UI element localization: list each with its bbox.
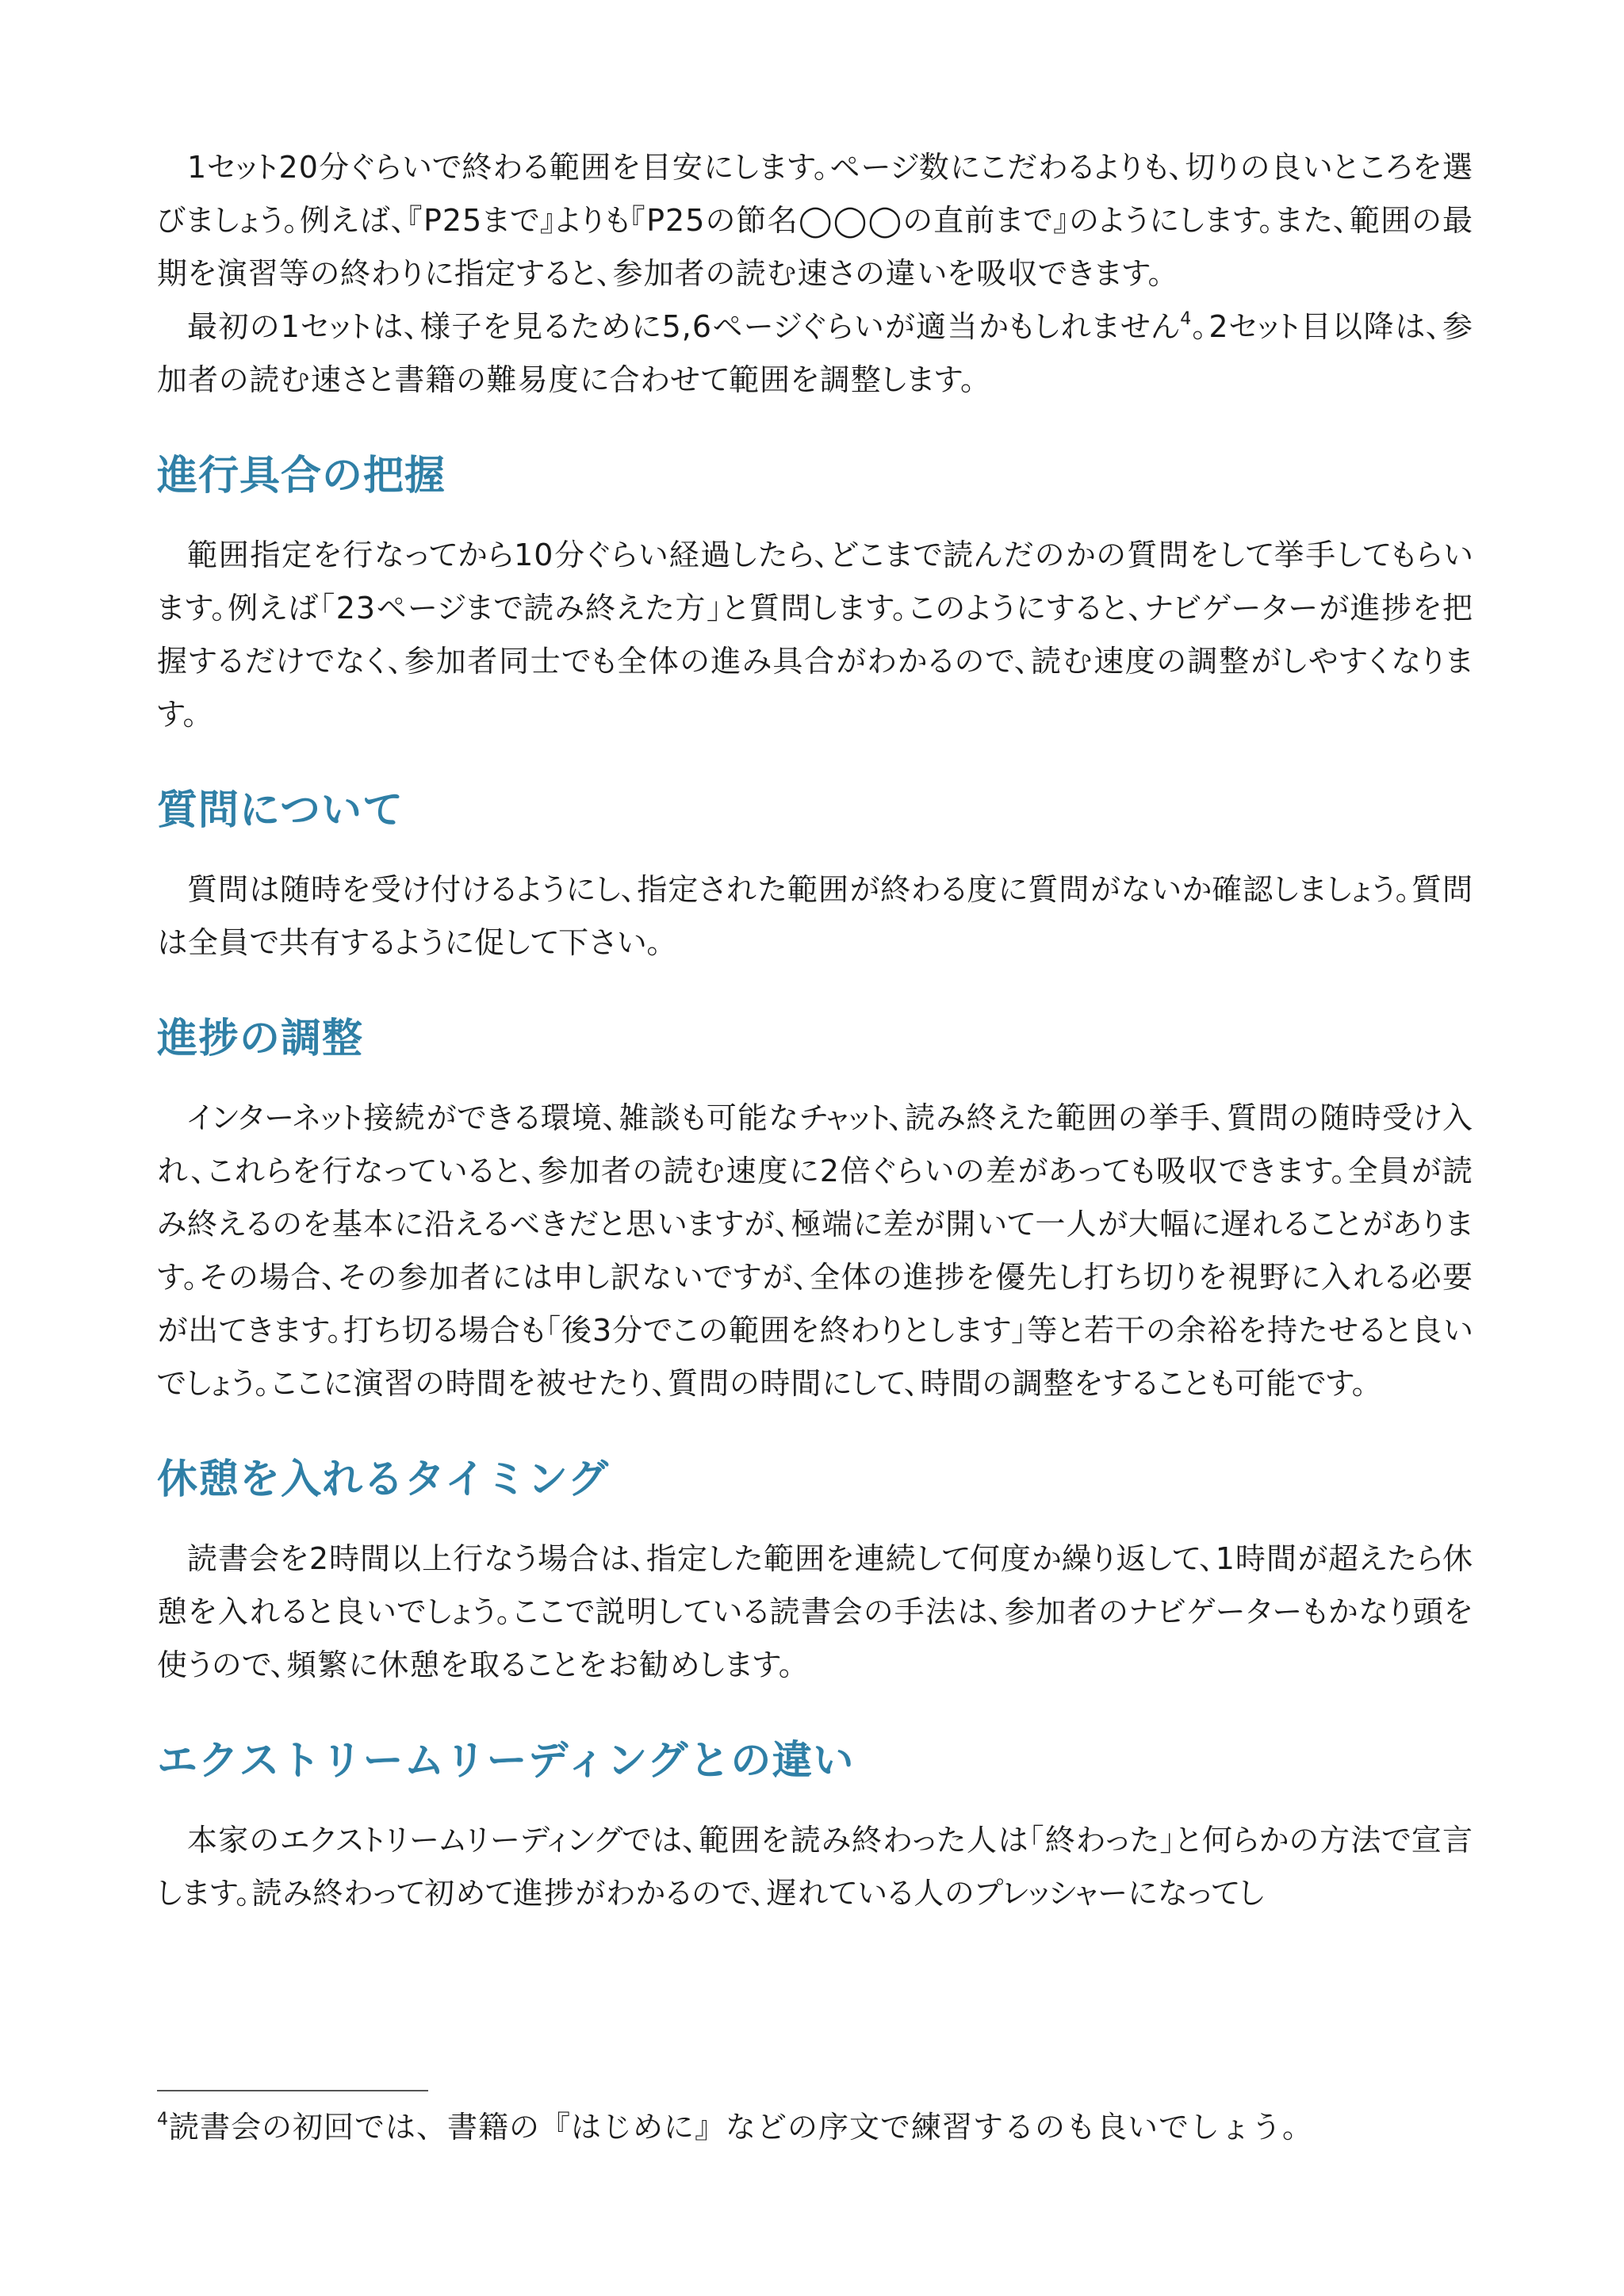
paragraph-progress-tracking: 範囲指定を行なってから10分ぐらい経過したら、どこまで読んだのかの質問をして挙手してもらいます。例えば「23ページまで読み終えた方」と質問します。このようにすると、ナビゲーターが進捗を把握するだけでなく、参加者同士でも全体の進み具合がわかるので、読む速度の調整がしやすくなります。 [157, 538, 1473, 732]
heading-progress-tracking: 進行具合の把握 [157, 453, 446, 499]
paragraph-first-set-text: 最初の1セットは、様子を見るために5,6ページぐらいが適当かもしれません [187, 309, 1181, 344]
heading-questions: 質問について [157, 787, 404, 834]
footnote [157, 2103, 1473, 2152]
footnote-mark: 4 [157, 2110, 169, 2130]
paragraph-pace-adjustment: インターネット接続ができる環境、雑談も可能なチャット、読み終えた範囲の挙手、質問の随時受け入れ、これらを行なっていると、参加者の読む速度に2倍ぐらいの差があっても吸収できます。全員が読み終えるのを基本に沿えるべきだと思いますが、極端に差が開いて一人が大幅に遅れることがあります。その場合、その参加者には申し訳ないですが、全体の進捗を優先し打ち切りを視野に入れる必要が出てきます。打ち切る場合も「後3分でこの範囲を終わりとします」等と若干の余裕を持たせると良いでしょう。ここに演習の時間を被せたり、質問の時間にして、時間の調整をすることも可能です。 [157, 1100, 1473, 1401]
footnote-divider [157, 2090, 428, 2091]
heading-break-timing: 休憩を入れるタイミング [157, 1456, 609, 1503]
footnote-reference: 4 [1180, 309, 1193, 329]
document-page [157, 141, 1473, 1920]
heading-pace-adjustment: 進捗の調整 [157, 1016, 364, 1062]
paragraph-break-timing: 読書会を2時間以上行なう場合は、指定した範囲を連続して何度か繰り返して、1時間が超えたら休憩を入れると良いでしょう。ここで説明している読書会の手法は、参加者のナビゲーターもかなり頭を使うので、頻繁に休憩を取ることをお勧めします。 [157, 1541, 1473, 1682]
footnote-text: 読書会の初回では、書籍の『はじめに』などの序文で練習するのも良いでしょう。 [169, 2110, 1314, 2145]
paragraph-difference-from-extreme-reading: 本家のエクストリームリーディングでは、範囲を読み終わった人は「終わった」と何らかの方法で宣言します。読み終わって初めて進捗がわかるので、遅れている人のプレッシャーになってし [157, 1823, 1473, 1911]
paragraph-set-length: 1セット20分ぐらいで終わる範囲を目安にします。ページ数にこだわるよりも、切りの良いところを選びましょう。例えば、『P25まで』よりも『P25の節名◯◯◯の直前まで』のようにします。また、範囲の最期を演習等の終わりに指定すると、参加者の読む速さの違いを吸収できます。 [157, 150, 1473, 291]
paragraph-questions: 質問は随時を受け付けるようにし、指定された範囲が終わる度に質問がないか確認しましょう。質問は全員で共有するように促して下さい。 [157, 872, 1473, 960]
heading-difference-from-extreme-reading: エクストリームリーディングとの違い [157, 1738, 855, 1785]
paragraph-first-set-text-continued: 。2セット目以降は、参加者の読む速さと書籍の難易度に合わせて範囲を調整します。 [157, 309, 1473, 397]
paragraph-first-set [157, 300, 1473, 407]
